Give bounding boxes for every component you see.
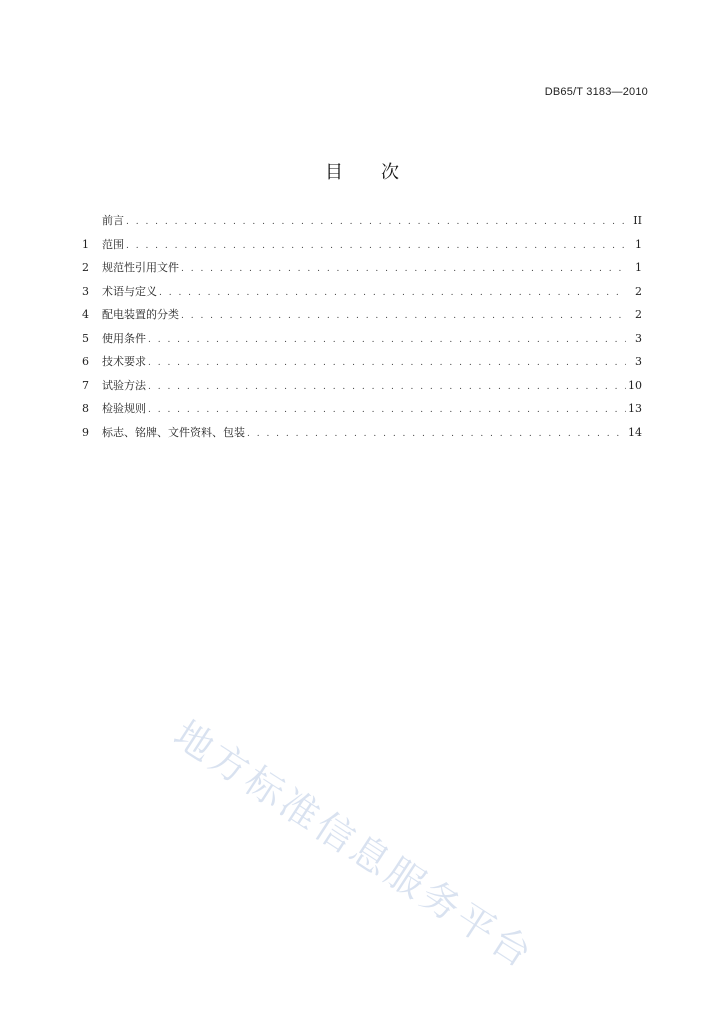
toc-label: 前言 <box>102 214 124 227</box>
page-title: 目次 <box>325 162 437 183</box>
table-of-contents <box>82 212 642 447</box>
toc-number: 7 <box>82 378 89 392</box>
toc-leader-dots <box>148 358 626 368</box>
document-code: DB65/T 3183—2010 <box>544 86 648 98</box>
toc-page-number: 13 <box>628 402 642 415</box>
toc-number: 8 <box>82 402 89 415</box>
toc-page-number: 1 <box>635 237 642 251</box>
toc-leader-dots <box>126 241 626 251</box>
toc-label: 使用条件 <box>102 331 146 345</box>
toc-entry[interactable] <box>82 259 642 283</box>
toc-label: 技术要求 <box>102 355 146 368</box>
toc-page-number: II <box>633 214 642 227</box>
toc-entry[interactable] <box>82 400 642 424</box>
toc-number: 6 <box>82 355 89 368</box>
toc-number: 1 <box>82 237 89 251</box>
toc-entry[interactable] <box>82 212 642 236</box>
toc-entry[interactable] <box>82 330 642 354</box>
toc-page-number: 2 <box>635 308 642 321</box>
toc-leader-dots <box>247 429 626 439</box>
toc-label: 规范性引用文件 <box>102 261 179 274</box>
toc-page-number: 3 <box>635 331 642 345</box>
toc-number: 2 <box>82 261 89 274</box>
toc-page-number: 1 <box>635 261 642 274</box>
toc-entry[interactable] <box>82 377 642 401</box>
toc-entry[interactable] <box>82 306 642 330</box>
toc-entry[interactable] <box>82 424 642 448</box>
toc-leader-dots <box>148 335 626 345</box>
toc-label: 范围 <box>102 237 124 251</box>
toc-page-number: 10 <box>628 378 642 392</box>
watermark: 地方标准信息服务平台 <box>166 711 543 978</box>
toc-entry[interactable] <box>82 353 642 377</box>
toc-label: 配电装置的分类 <box>102 308 179 321</box>
toc-number: 9 <box>82 425 89 439</box>
toc-label: 标志、铭牌、文件资料、包装 <box>102 425 245 439</box>
toc-entry[interactable] <box>82 283 642 307</box>
toc-page-number: 3 <box>635 355 642 368</box>
toc-number: 5 <box>82 331 89 345</box>
toc-leader-dots <box>181 311 626 321</box>
toc-label: 试验方法 <box>102 378 146 392</box>
toc-leader-dots <box>148 405 626 415</box>
toc-label: 检验规则 <box>102 402 146 415</box>
toc-leader-dots <box>159 288 626 298</box>
toc-leader-dots <box>148 382 626 392</box>
toc-page-number: 14 <box>628 425 642 439</box>
toc-number: 4 <box>82 308 89 321</box>
toc-leader-dots <box>181 264 626 274</box>
toc-page-number: 2 <box>635 284 642 298</box>
toc-label: 术语与定义 <box>102 284 157 298</box>
toc-leader-dots <box>126 217 626 227</box>
toc-entry[interactable] <box>82 236 642 260</box>
toc-number: 3 <box>82 284 89 298</box>
